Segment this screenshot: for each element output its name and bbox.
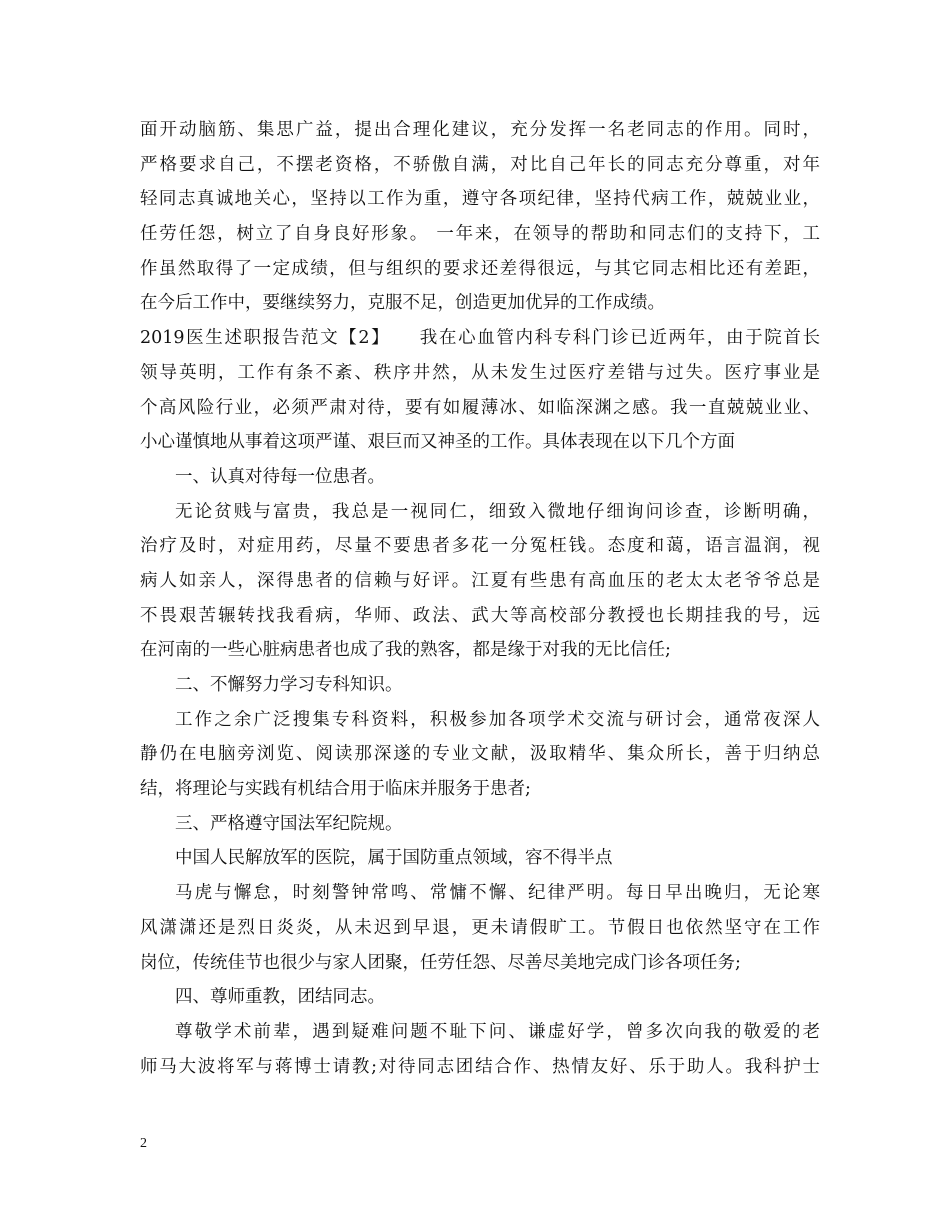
text-line: 一、认真对待每一位患者。 (175, 466, 385, 487)
text-line: 个高风险行业，必须严肃对待，要有如履薄冰、如临深渊之感。我一直兢兢业业、 (140, 397, 820, 418)
text-line: 风潇潇还是烈日炎炎，从未迟到早退，更未请假旷工。节假日也依然坚守在工作 (140, 917, 820, 938)
text-line: 领导英明，工作有条不紊、秩序井然，从未发生过医疗差错与过失。医疗事业是 (140, 362, 820, 383)
text-line: 2019医生述职报告范文【2】 我在心血管内科专科门诊已近两年，由于院首长 (140, 328, 820, 349)
text-line: 作虽然取得了一定成绩，但与组织的要求还差得很远，与其它同志相比还有差距， (140, 258, 820, 279)
text-line: 轻同志真诚地关心，坚持以工作为重，遵守各项纪律，坚持代病工作，兢兢业业， (140, 189, 820, 210)
text-line: 任劳任怨，树立了自身良好形象。 一年来，在领导的帮助和同志们的支持下，工 (140, 224, 820, 245)
text-line: 师马大波将军与蒋博士请教;对待同志团结合作、热情友好、乐于助人。我科护士 (140, 1056, 820, 1077)
text-line: 岗位，传统佳节也很少与家人团聚，任劳任怨、尽善尽美地完成门诊各项任务; (140, 952, 741, 973)
text-line: 不畏艰苦辗转找我看病，华师、政法、武大等高校部分教授也长期挂我的号，远 (140, 605, 820, 626)
text-line: 病人如亲人，深得患者的信赖与好评。江夏有些患有高血压的老太太老爷爷总是 (140, 570, 820, 591)
text-line: 面开动脑筋、集思广益，提出合理化建议，充分发挥一名老同志的作用。同时， (140, 120, 820, 140)
text-line: 静仍在电脑旁浏览、阅读那深遂的专业文献，汲取精华、集众所长，善于归纳总 (140, 744, 820, 765)
text-line: 结，将理论与实践有机结合用于临床并服务于患者; (140, 779, 531, 800)
text-line: 三、严格遵守国法军纪院规。 (175, 813, 403, 834)
text-line: 在河南的一些心脏病患者也成了我的熟客，都是缘于对我的无比信任; (140, 640, 671, 661)
page-number: 2 (140, 1136, 147, 1151)
text-line: 四、尊师重教，团结同志。 (175, 987, 385, 1008)
text-line: 无论贫贱与富贵，我总是一视同仁，细致入微地仔细询问诊查，诊断明确， (175, 501, 820, 522)
text-line: 小心谨慎地从事着这项严谨、艰巨而又神圣的工作。具体表现在以下几个方面 (140, 432, 735, 453)
text-line: 尊敬学术前辈，遇到疑难问题不耻下问、谦虚好学，曾多次向我的敬爱的老 (175, 1021, 820, 1042)
text-line: 二、不懈努力学习专科知识。 (175, 675, 403, 695)
text-line: 治疗及时，对症用药，尽量不要患者多花一分冤枉钱。态度和蔼，语言温润，视 (140, 536, 820, 557)
text-line: 在今后工作中，要继续努力，克服不足，创造更加优异的工作成绩。 (140, 293, 665, 314)
document-body (140, 113, 820, 1084)
text-line: 中国人民解放军的医院，属于国防重点领域，容不得半点 (175, 848, 613, 869)
text-line: 马虎与懈怠，时刻警钟常鸣、常慵不懈、纪律严明。每日早出晚归，无论寒 (175, 883, 820, 904)
text-line: 工作之余广泛搜集专科资料，积极参加各项学术交流与研讨会，通常夜深人 (175, 709, 820, 730)
text-line: 严格要求自己，不摆老资格，不骄傲自满，对比自己年长的同志充分尊重，对年 (140, 154, 820, 175)
